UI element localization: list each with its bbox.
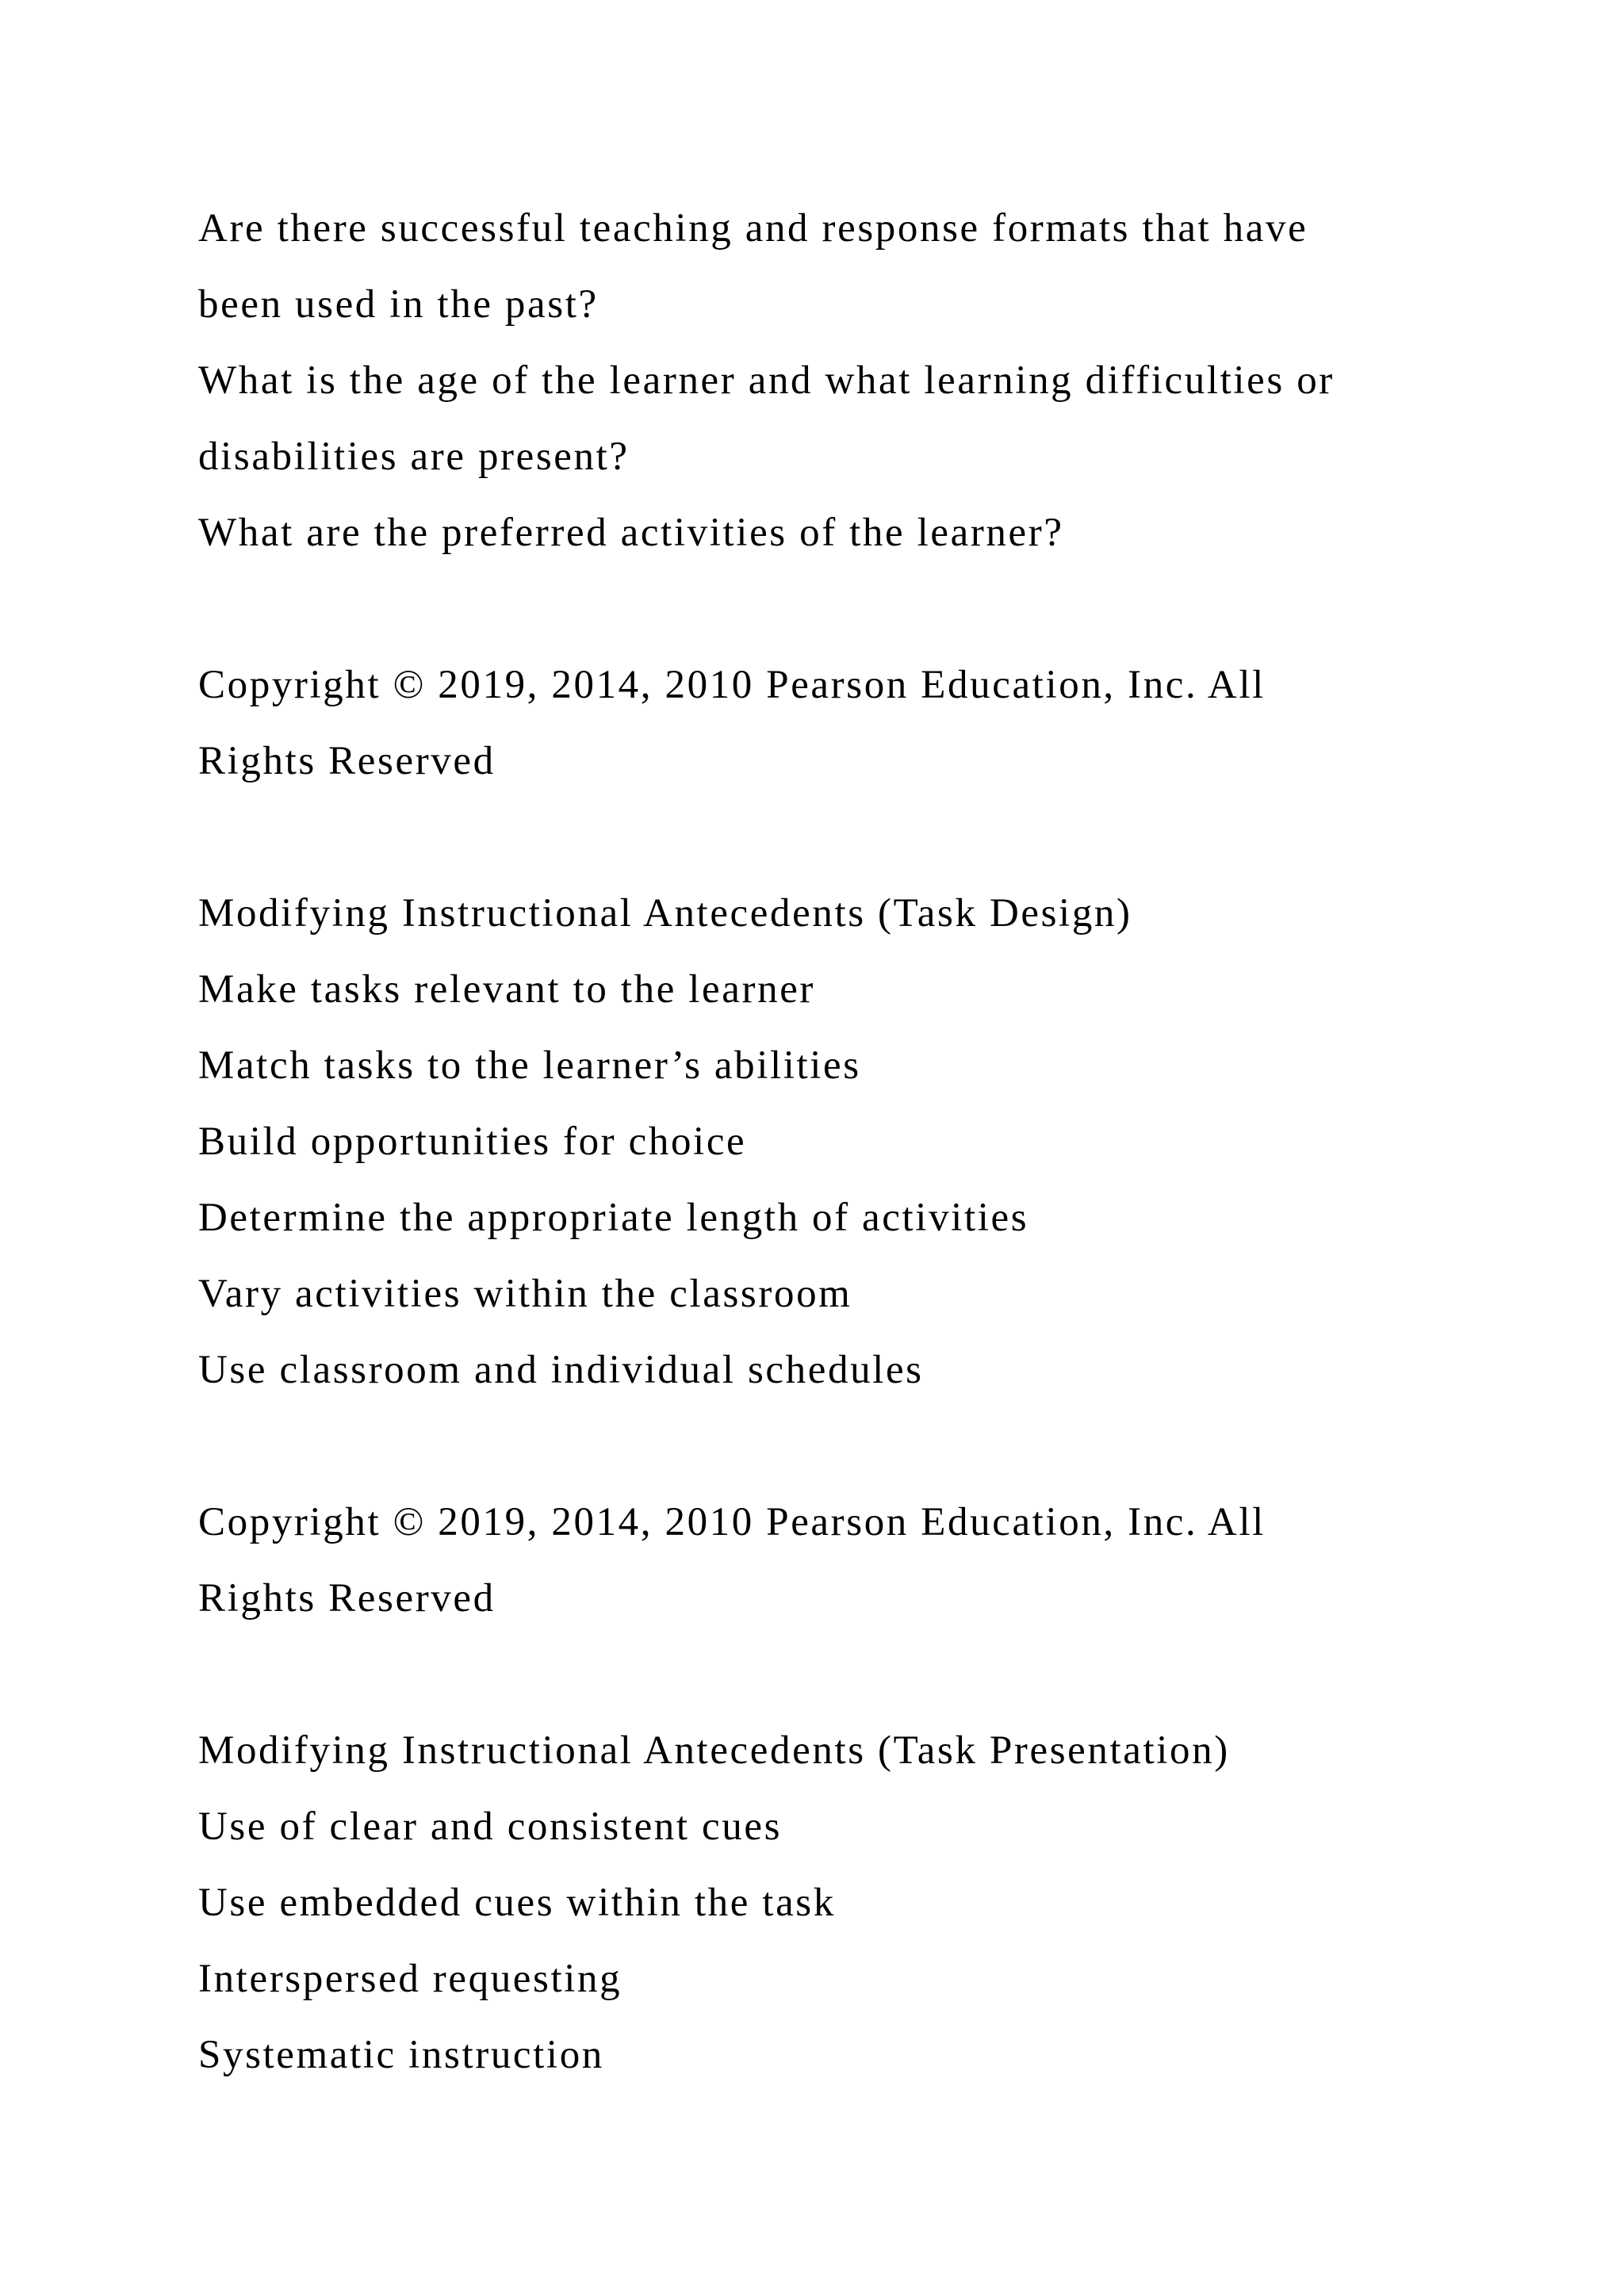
list-item: Make tasks relevant to the learner bbox=[198, 967, 816, 1012]
list-item: Match tasks to the learner’s abilities bbox=[198, 1043, 861, 1088]
spacer bbox=[198, 1408, 1499, 1484]
list-item: Use classroom and individual schedules bbox=[198, 1348, 924, 1392]
spacer bbox=[198, 799, 1499, 875]
list-item: Interspersed requesting bbox=[198, 1957, 622, 2001]
list-item: Build opportunities for choice bbox=[198, 1119, 747, 1164]
list-item: Use of clear and consistent cues bbox=[198, 1804, 783, 1849]
intro-question-line: What are the preferred activities of the learner? bbox=[198, 511, 1064, 555]
intro-question-line: What is the age of the learner and what learning difficulties or bbox=[198, 358, 1335, 403]
list-item: Determine the appropriate length of activities bbox=[198, 1196, 1029, 1240]
copyright-notice: Copyright © 2019, 2014, 2010 Pearson Education, Inc. All bbox=[198, 1500, 1266, 1544]
intro-question-line: been used in the past? bbox=[198, 282, 599, 327]
section-heading-task-presentation: Modifying Instructional Antecedents (Task Presentation) bbox=[198, 1728, 1230, 1773]
copyright-notice: Rights Reserved bbox=[198, 739, 496, 783]
document-body bbox=[198, 190, 1499, 2093]
section-heading-task-design: Modifying Instructional Antecedents (Task Design) bbox=[198, 891, 1132, 936]
list-item: Systematic instruction bbox=[198, 2033, 604, 2077]
intro-question-line: Are there successful teaching and response formats that have bbox=[198, 206, 1308, 251]
list-item: Use embedded cues within the task bbox=[198, 1881, 836, 1925]
copyright-notice: Copyright © 2019, 2014, 2010 Pearson Education, Inc. All bbox=[198, 663, 1266, 707]
list-item: Vary activities within the classroom bbox=[198, 1272, 852, 1316]
copyright-notice: Rights Reserved bbox=[198, 1576, 496, 1621]
spacer bbox=[198, 571, 1499, 647]
spacer bbox=[198, 1636, 1499, 1712]
intro-question-line: disabilities are present? bbox=[198, 434, 630, 479]
